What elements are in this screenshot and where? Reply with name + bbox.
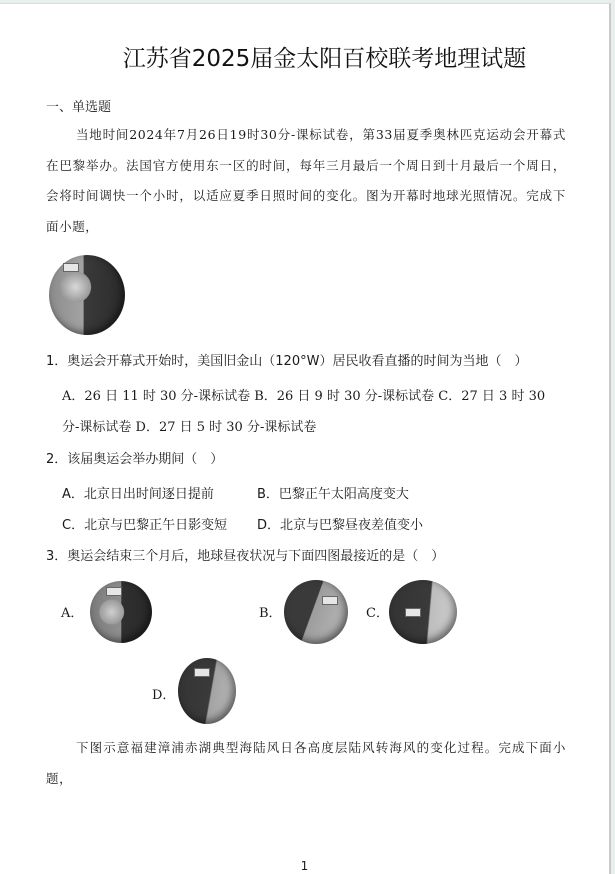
option-text: 北京日出时间逐日提前 (83, 487, 214, 502)
question-1-stem: 1．奥运会开幕式开始时，美国旧金山（120°W）居民收看直播的时间为当地（ ） (46, 354, 528, 369)
question-1-options-line2: 分-课标试卷 D．27 日 5 时 30 分-课标试卷 (62, 420, 317, 435)
page-number: 1 (300, 859, 309, 873)
globe-d-image (178, 658, 236, 724)
section-heading: 一、单选题 (46, 100, 112, 115)
globe-illumination-image (49, 255, 125, 335)
page-title: 江苏省2025届金太阳百校联考地理试题 (122, 46, 527, 72)
document-page (0, 3, 611, 874)
question-2-option-b (257, 483, 409, 502)
option-label: D． (257, 518, 281, 533)
globe-b-image (284, 580, 348, 644)
passage-1: 当地时间2024年7月26日19时30分-课标试卷，第33届夏季奥林匹克运动会开幕式在巴黎举办。法国官方使用东一区的时间，每年三月最后一个周日到十月最后一个周日，会将时间调快一个小时，以适应夏季日照时间的变化。图为开幕时地球光照情况。完成下面小题， (46, 127, 566, 234)
question-3-option-d-label: D． (152, 688, 176, 703)
option-label: A． (62, 487, 84, 502)
question-3-option-a-label: A． (61, 606, 84, 621)
question-2-stem: 2．该届奥运会举办期间（ ） (46, 452, 224, 467)
question-2-option-c (62, 514, 227, 533)
question-2-option-a (62, 483, 214, 502)
question-3-option-b-label: B． (259, 606, 282, 621)
question-3-stem: 3．奥运会结束三个月后，地球昼夜状况与下面四图最接近的是（ ） (46, 549, 445, 564)
globe-c-image (389, 580, 457, 644)
passage-2: 下图示意福建漳浦赤湖典型海陆风日各高度层陆风转海风的变化过程。完成下面小题， (46, 740, 566, 786)
question-3-option-c-label: C． (366, 606, 389, 621)
question-2-option-d (257, 514, 423, 533)
option-text: 巴黎正午太阳高度变大 (278, 487, 409, 502)
option-label: C． (62, 518, 85, 533)
question-1-options-line1: A．26 日 11 时 30 分-课标试卷 B．26 日 9 时 30 分-课标试卷 C．27 日 3 时 30 (62, 389, 546, 404)
globe-a-image (90, 581, 152, 643)
option-label: B． (257, 487, 279, 502)
option-text: 北京与巴黎昼夜差值变小 (280, 518, 424, 533)
option-text: 北京与巴黎正午日影变短 (84, 518, 228, 533)
